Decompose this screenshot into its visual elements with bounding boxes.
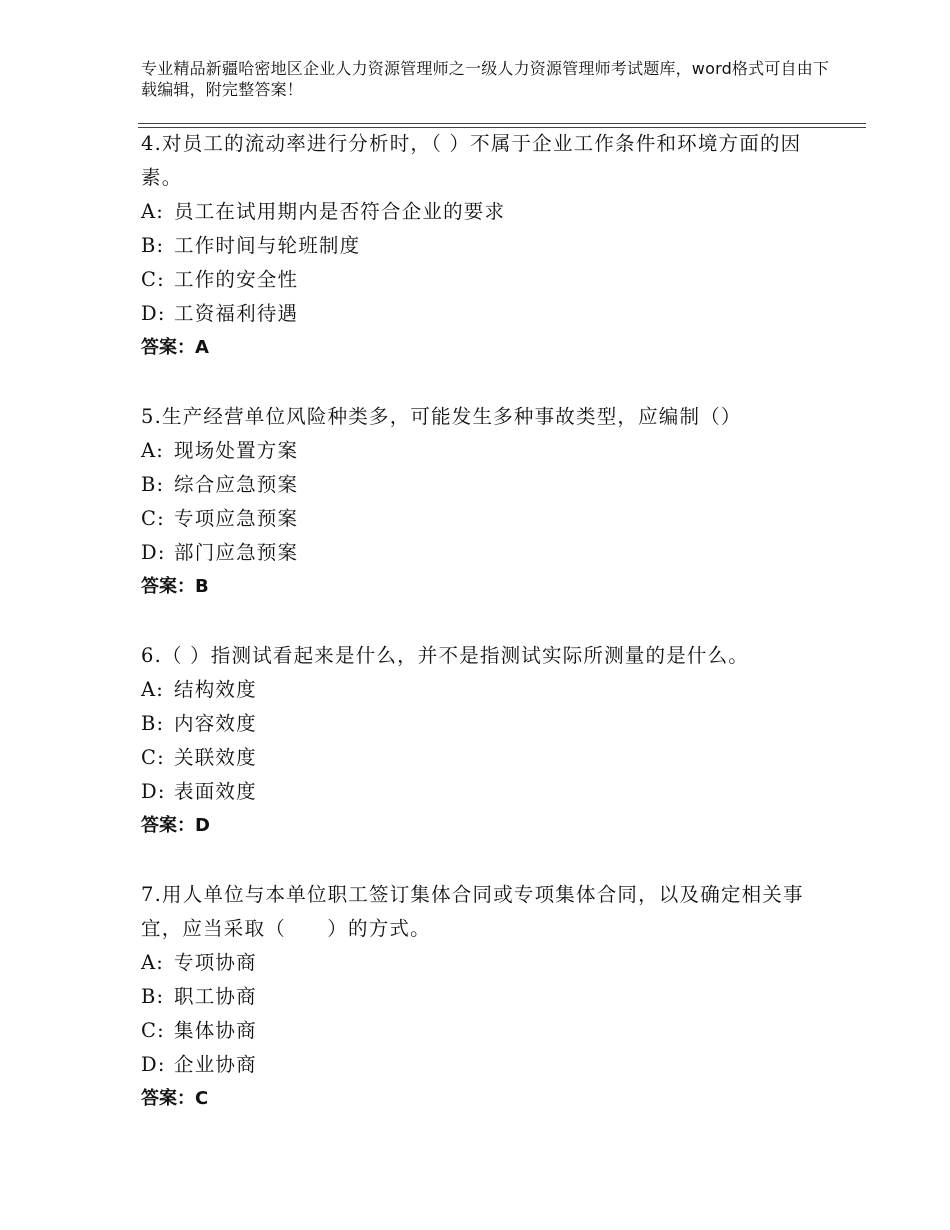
- option-b: [141, 707, 841, 741]
- option-d: [141, 297, 841, 331]
- option-d: [141, 536, 841, 570]
- option-d: [141, 1048, 841, 1082]
- option-b: [141, 229, 841, 263]
- option-d: [141, 775, 841, 809]
- option-key: B:: [141, 234, 165, 257]
- option-key: C:: [141, 746, 165, 769]
- option-key: B:: [141, 712, 165, 735]
- option-key: D:: [141, 302, 166, 325]
- option-key: B:: [141, 473, 165, 496]
- answer-label: 答案：D: [141, 815, 210, 836]
- option-c: [141, 502, 841, 536]
- question-stem: 6.（ ）指测试看起来是什么，并不是指测试实际所测量的是什么。: [141, 644, 750, 667]
- question-stem: 4.对员工的流动率进行分析时，（ ）不属于企业工作条件和环境方面的因素。: [141, 132, 802, 189]
- option-c: [141, 1014, 841, 1048]
- option-key: A:: [141, 439, 165, 462]
- option-text: 综合应急预案: [174, 473, 299, 496]
- question-list: [141, 127, 841, 1116]
- spacer: [141, 604, 841, 639]
- option-text: 关联效度: [174, 746, 257, 769]
- option-a: [141, 673, 841, 707]
- question-6: [141, 639, 841, 843]
- option-text: 工资福利待遇: [174, 302, 299, 325]
- document-header: 专业精品新疆哈密地区企业人力资源管理师之一级人力资源管理师考试题库，word格式可自由下载编辑，附完整答案！: [141, 59, 830, 99]
- option-key: D:: [141, 1053, 166, 1076]
- option-text: 结构效度: [174, 678, 257, 701]
- option-text: 员工在试用期内是否符合企业的要求: [174, 200, 506, 223]
- option-text: 表面效度: [174, 780, 257, 803]
- answer-label: 答案：C: [141, 1088, 209, 1109]
- answer-label: 答案：A: [141, 337, 209, 358]
- option-key: D:: [141, 780, 166, 803]
- option-key: C:: [141, 1019, 165, 1042]
- option-key: A:: [141, 951, 165, 974]
- option-a: [141, 434, 841, 468]
- spacer: [141, 365, 841, 400]
- option-text: 工作的安全性: [174, 268, 299, 291]
- option-key: B:: [141, 985, 165, 1008]
- header-rule-top: [138, 123, 866, 124]
- option-a: [141, 946, 841, 980]
- option-text: 集体协商: [174, 1019, 257, 1042]
- option-key: C:: [141, 507, 165, 530]
- answer-label: 答案：B: [141, 576, 209, 597]
- option-text: 现场处置方案: [174, 439, 299, 462]
- option-text: 专项协商: [174, 951, 257, 974]
- option-text: 专项应急预案: [174, 507, 299, 530]
- option-b: [141, 468, 841, 502]
- option-text: 工作时间与轮班制度: [174, 234, 361, 257]
- question-7: [141, 878, 841, 1116]
- question-stem: 7.用人单位与本单位职工签订集体合同或专项集体合同，以及确定相关事宜，应当采取（ ）的方式。: [141, 883, 804, 940]
- question-stem: 5.生产经营单位风险种类多，可能发生多种事故类型，应编制（）: [141, 405, 742, 428]
- question-4: [141, 127, 841, 365]
- option-key: C:: [141, 268, 165, 291]
- option-a: [141, 195, 841, 229]
- option-text: 职工协商: [174, 985, 257, 1008]
- option-key: D:: [141, 541, 166, 564]
- option-text: 部门应急预案: [174, 541, 299, 564]
- option-key: A:: [141, 678, 165, 701]
- question-5: [141, 400, 841, 604]
- option-text: 内容效度: [174, 712, 257, 735]
- option-c: [141, 263, 841, 297]
- spacer: [141, 843, 841, 878]
- option-text: 企业协商: [174, 1053, 257, 1076]
- option-c: [141, 741, 841, 775]
- option-key: A:: [141, 200, 165, 223]
- option-b: [141, 980, 841, 1014]
